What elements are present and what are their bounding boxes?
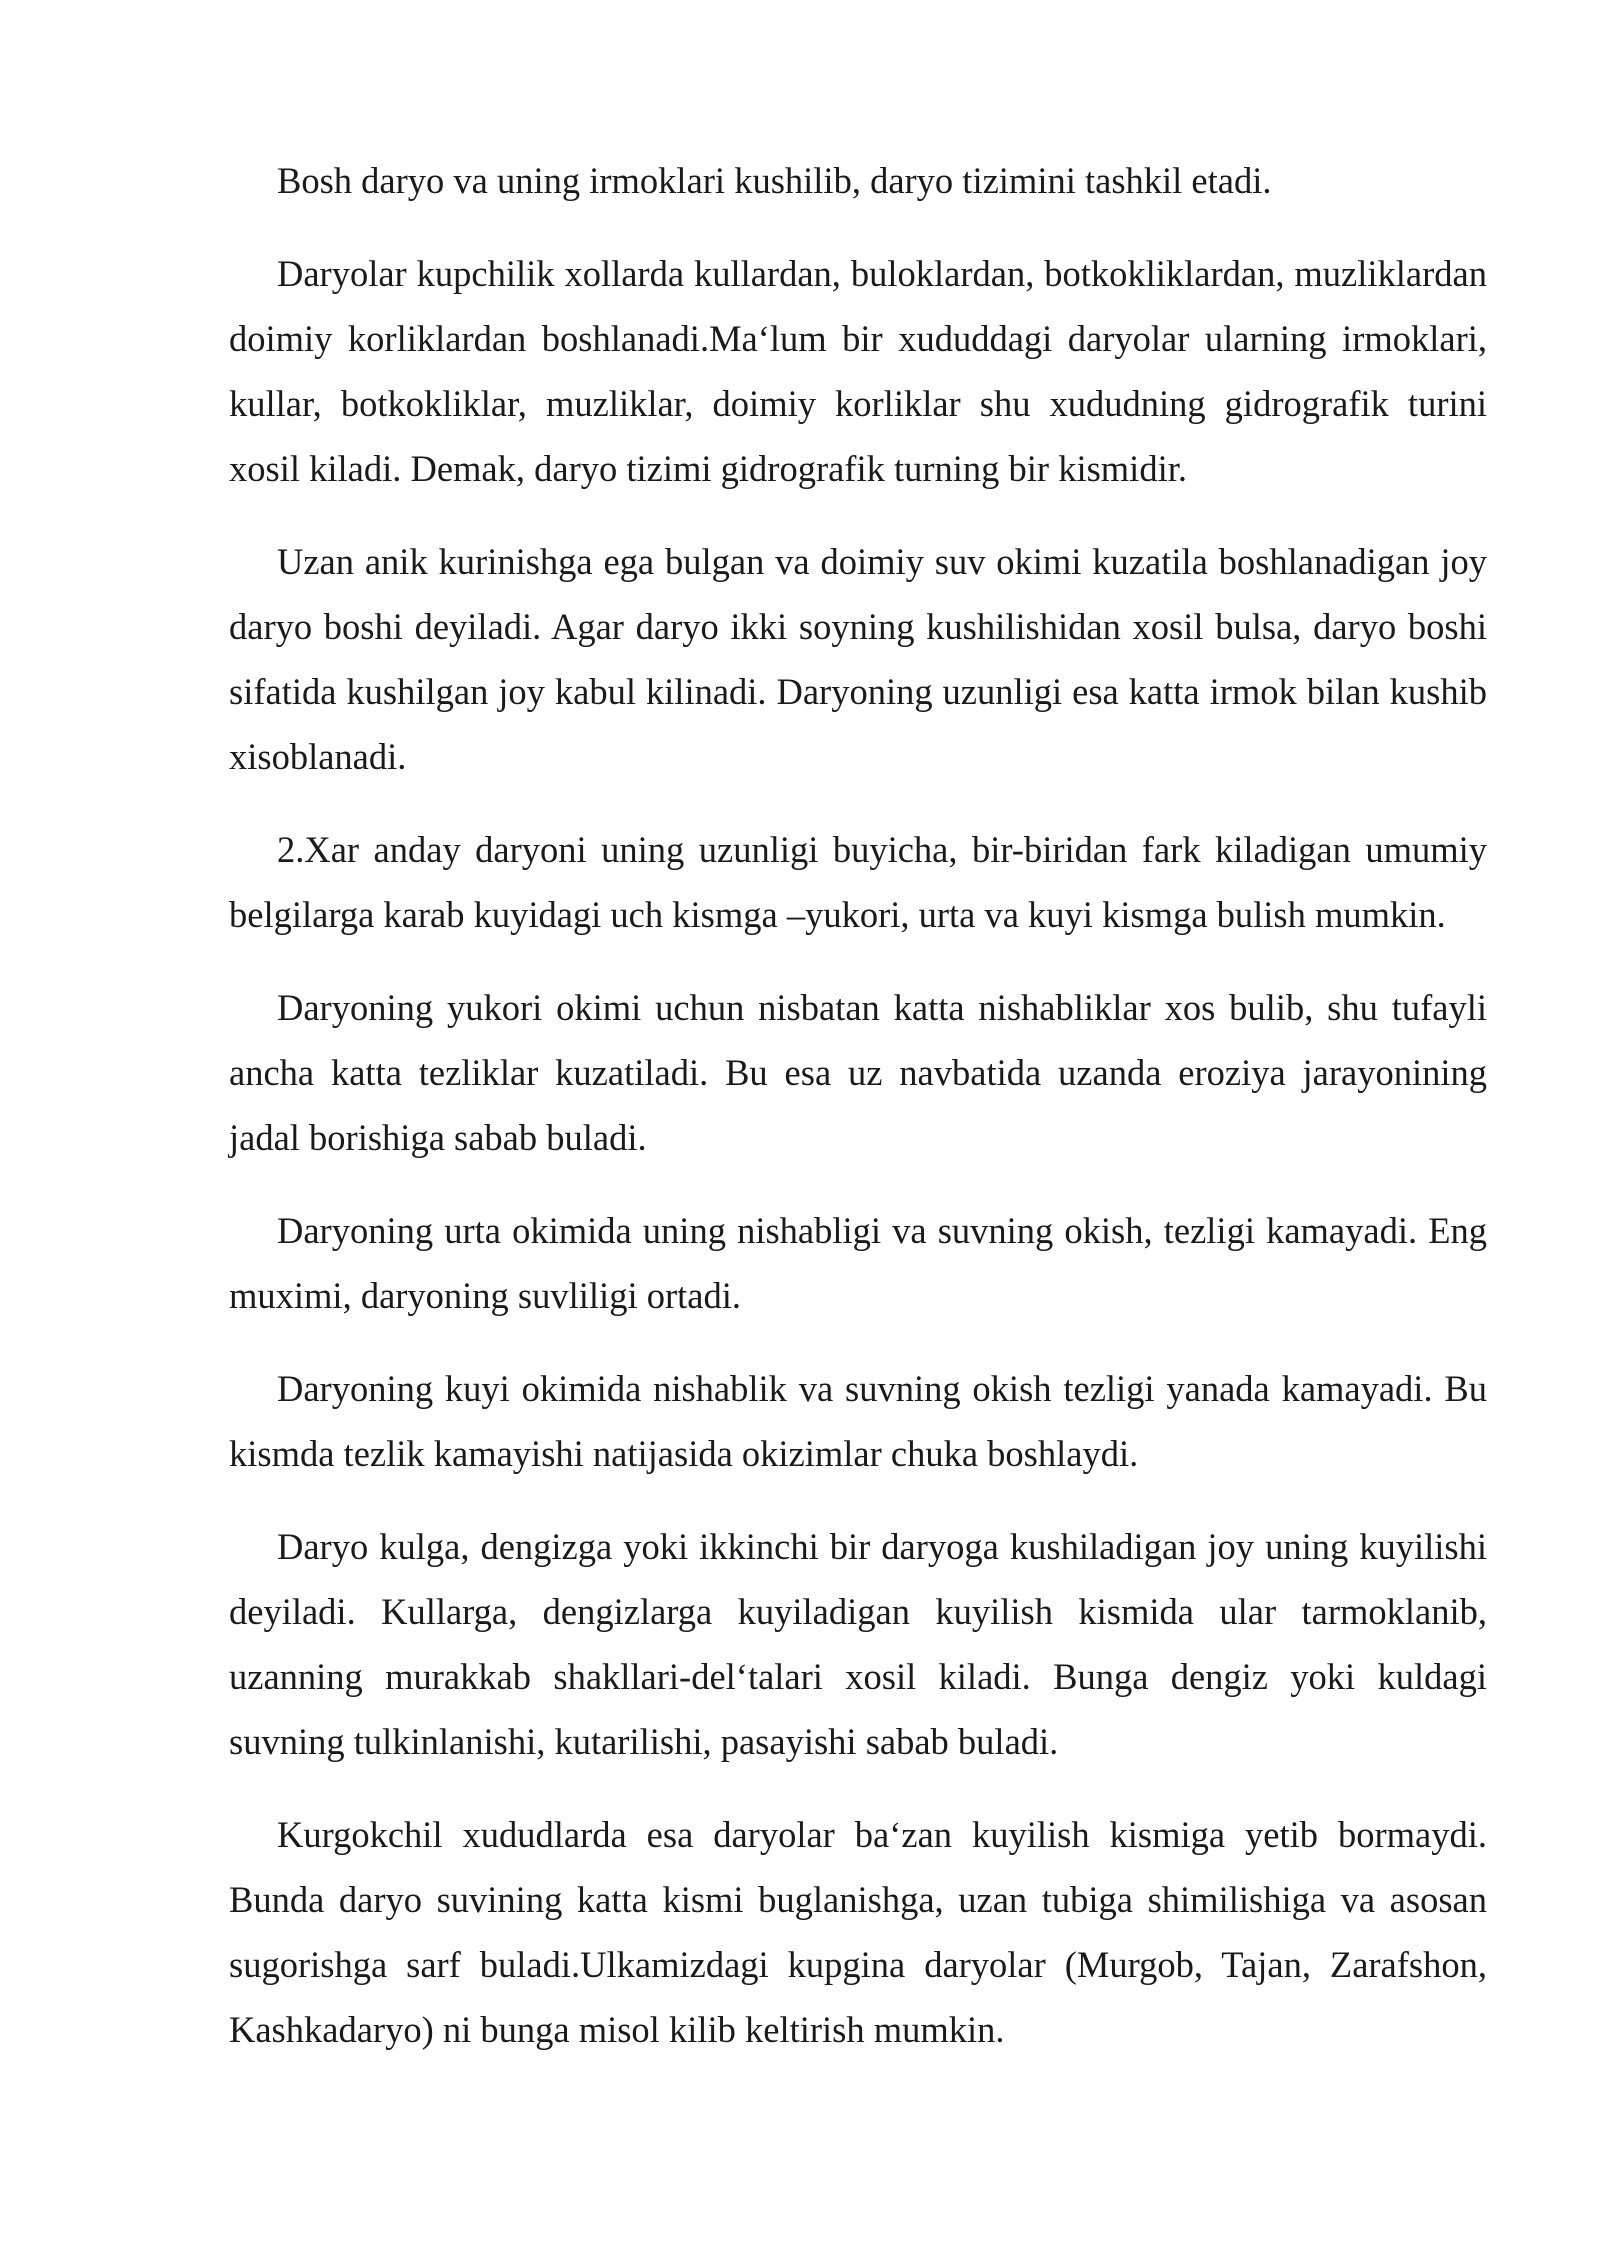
document-body <box>229 148 1487 2090</box>
paragraph-middle-course: Daryoning urta okimida uning nishabligi va suvning okish, tezligi kamayadi. Eng muximi, daryoning suvliligi ortadi. <box>229 1210 1487 1316</box>
paragraph-river-sources: Daryolar kupchilik xollarda kullardan, buloklardan, botkokliklardan, muzliklardan doimiy korliklardan boshlanadi.Ma‘lum bir xududdagi daryolar ularning irmoklari, kullar, botkokliklar, muzliklar, doimiy korliklar shu xududning gidrografik turini xosil kiladi. Demak, daryo tizimi gidrografik turning bir kismidir. <box>229 253 1487 489</box>
paragraph-lower-course: Daryoning kuyi okimida nishablik va suvning okish tezligi yanada kamayadi. Bu kismda tezlik kamayishi natijasida okizimlar chuka boshlaydi. <box>229 1368 1487 1474</box>
paragraph-river-system: Bosh daryo va uning irmoklari kushilib, daryo tizimini tashkil etadi. <box>277 160 1272 201</box>
paragraph-river-parts: 2.Xar anday daryoni uning uzunligi buyicha, bir-biridan fark kiladigan umumiy belgilarga karab kuyidagi uch kismga –yukori, urta va kuyi kismga bulish mumkin. <box>229 829 1487 935</box>
paragraph-river-mouth: Daryo kulga, dengizga yoki ikkinchi bir daryoga kushiladigan joy uning kuyilishi deyiladi. Kullarga, dengizlarga kuyiladigan kuyilish kismida ular tarmoklanib, uzanning murakkab shakllari-del‘talari xosil kiladi. Bunga dengiz yoki kuldagi suvning tulkinlanishi, kutarilishi, pasayishi sabab buladi. <box>229 1526 1487 1762</box>
paragraph-river-head: Uzan anik kurinishga ega bulgan va doimiy suv okimi kuzatila boshlanadigan joy daryo boshi deyiladi. Agar daryo ikki soyning kushilishidan xosil bulsa, daryo boshi sifatida kushilgan joy kabul kilinadi. Daryoning uzunligi esa katta irmok bilan kushib xisoblanadi. <box>229 541 1487 777</box>
paragraph-upper-course: Daryoning yukori okimi uchun nisbatan katta nishabliklar xos bulib, shu tufayli ancha katta tezliklar kuzatiladi. Bu esa uz navbatida uzanda eroziya jarayonining jadal borishiga sabab buladi. <box>229 987 1487 1158</box>
paragraph-arid-regions: Kurgokchil xududlarda esa daryolar ba‘zan kuyilish kismiga yetib bormaydi. Bunda daryo suvining katta kismi buglanishga, uzan tubiga shimilishiga va asosan sugorishga sarf buladi.Ulkamizdagi kupgina daryolar (Murgob, Tajan, Zarafshon, Kashkadaryo) ni bunga misol kilib keltirish mumkin. <box>229 1814 1487 2050</box>
